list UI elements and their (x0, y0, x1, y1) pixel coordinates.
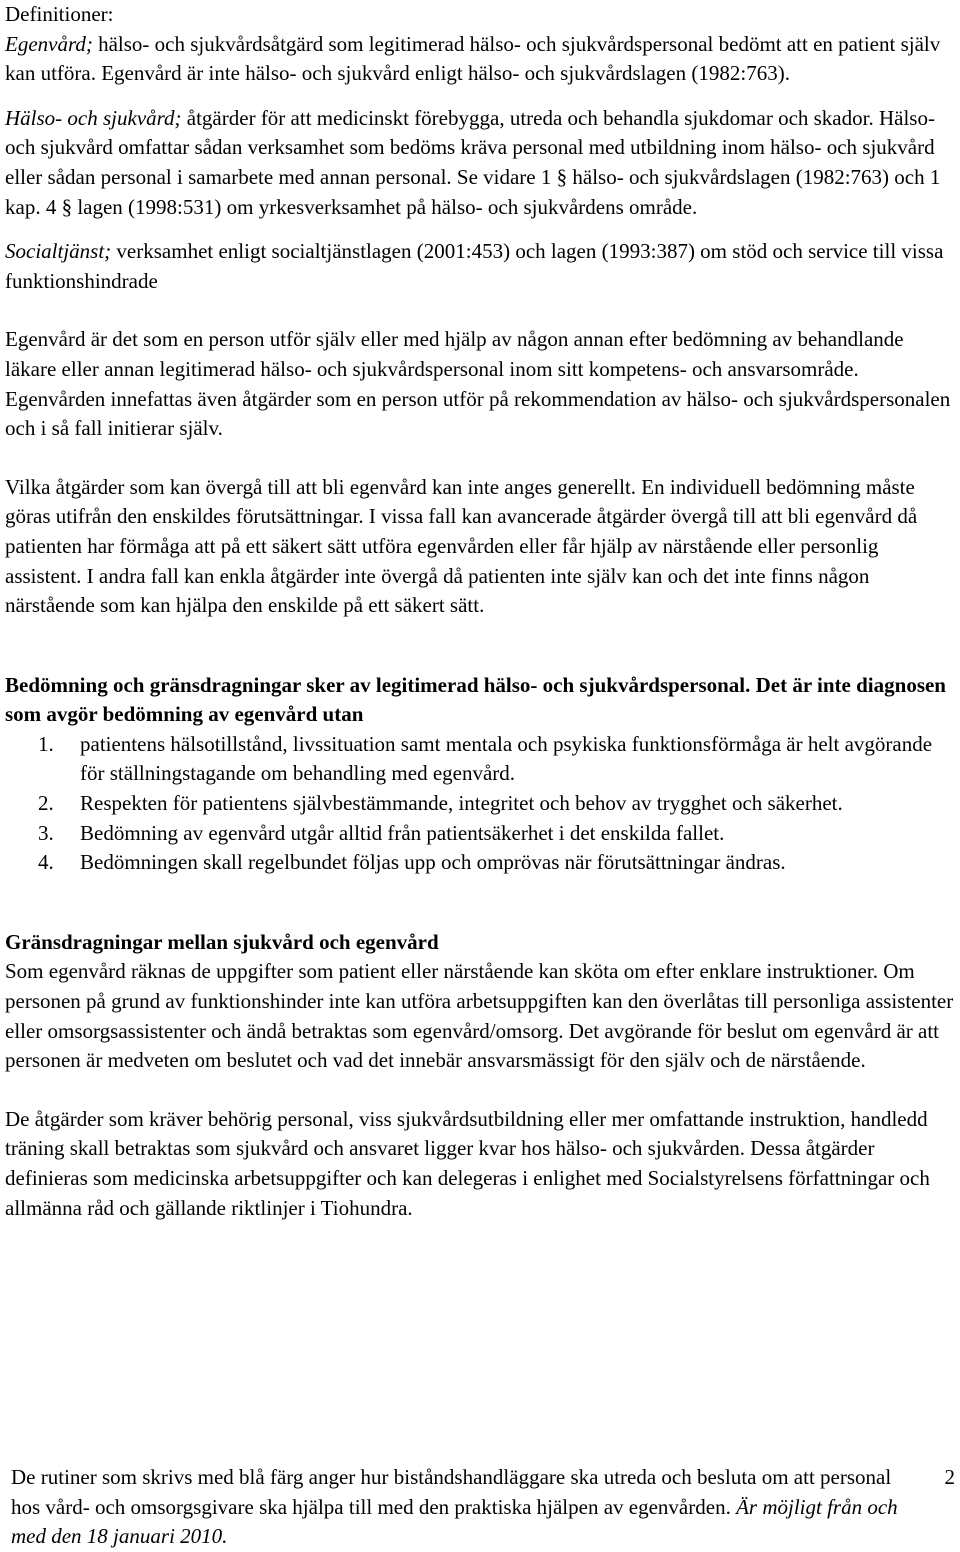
assessment-list (5, 730, 955, 878)
page-number: 2 (944, 1465, 955, 1489)
list-item: 1. patientens hälsotillstånd, livssituation samt mentala och psykiska funktionsförmåga är helt avgörande för ställningstagande om behandling med egenvård. (38, 731, 933, 786)
definition-halso-och-sjukvard (5, 104, 955, 222)
footer-date-note: Är möjligt från och med den 18 januari 2010. (11, 1494, 898, 1549)
document-page (5, 0, 955, 1223)
definition-egenvard-text: hälso- och sjukvårdsåtgärd som legitimerad hälso- och sjukvårdspersonal bedömt att en patient själv kan utföra. Egenvård är inte hälso- och sjukvård enligt hälso- och sjukvårdslagen (1982:763). (5, 31, 941, 86)
list-item: 2. Respekten för patientens självbestämmande, integritet och behov av trygghet och säkerhet. (38, 791, 843, 816)
boundaries-paragraph-2: De åtgärder som kräver behörig personal, viss sjukvårdsutbildning eller mer omfattande instruktion, handledd träning skall betraktas som sjukvård och ansvaret ligger kvar hos hälso- och sjukvården. Dessa åtgärder definieras som medicinska arbetsuppgifter och kan delegeras i enlighet med Socialstyrelsens författningar och allmänna råd och gällande riktlinjer i Tiohundra. (5, 1106, 930, 1220)
term-egenvard: Egenvård; (5, 31, 93, 56)
paragraph-egenvard-description: Egenvård är det som en person utför själv eller med hjälp av någon annan efter bedömning av behandlande läkare eller annan legitimerad hälso- och sjukvårdspersonal inom sitt kompetens- och ansvarsområde. Egenvården innefattas även åtgärder som en person utför på rekommendation av hälso- och sjukvårdspersonalen och i så fall initierar själv. (5, 327, 951, 441)
assessment-heading: Bedömning och gränsdragningar sker av legitimerad hälso- och sjukvårdspersonal. Det är inte diagnosen som avgör bedömning av egenvård utan (5, 672, 946, 727)
definition-egenvard (5, 30, 955, 89)
definition-halso-text: åtgärder för att medicinskt förebygga, utreda och behandla sjukdomar och skador. Hälso- och sjukvård omfattar sådan verksamhet som bedöms kräva personal med utbildning inom hälso- och sjukvård eller sådan personal i samarbete med annan personal. Se vidare 1 § hälso- och sjukvårdslagen (1982:763) och 1 kap. 4 § lagen (1998:531) om yrkesverksamhet på hälso- och sjukvårdens område. (5, 105, 941, 219)
term-halso-och-sjukvard: Hälso- och sjukvård; (5, 105, 182, 130)
definition-socialtjanst-text: verksamhet enligt socialtjänstlagen (2001:453) och lagen (1993:387) om stöd och service till vissa funktionshindrade (5, 239, 944, 293)
term-socialtjanst: Socialtjänst; (5, 239, 112, 264)
definitions-heading: Definitioner: (5, 2, 114, 26)
definition-socialtjanst (5, 237, 955, 296)
list-item: 3. Bedömning av egenvård utgår alltid från patientsäkerhet i det enskilda fallet. (38, 820, 725, 845)
paragraph-egenvard-assessment: Vilka åtgärder som kan övergå till att bli egenvård kan inte anges generellt. En individuell bedömning måste göras utifrån den enskildes förutsättningar. I vissa fall kan avancerade åtgärder övergå till att bli egenvård då patienten har förmåga att på ett säkert sätt utföra egenvården eller får hjälp av närstående eller personlig assistent. I andra fall kan enkla åtgärder inte övergå då patienten inte själv kan och det inte finns någon närstående som kan hjälpa den enskilde på ett säkert sätt. (5, 474, 918, 618)
boundaries-heading: Gränsdragningar mellan sjukvård och egenvård (5, 929, 439, 954)
page-footer (5, 1463, 955, 1552)
list-item: 4. Bedömningen skall regelbundet följas upp och omprövas när förutsättningar ändras. (38, 850, 786, 875)
boundaries-paragraph-1: Som egenvård räknas de uppgifter som patient eller närstående kan sköta om efter enklare instruktioner. Om personen på grund av funktionshinder inte kan utföra arbetsuppgiften kan den överlåtas till personliga assistenter eller omsorgsassistenter och ändå betraktas som egenvård/omsorg. Det avgörande för beslut om egenvård är att personen är medveten om beslutet och vad det innebär ansvarsmässigt för den själv och de närstående. (5, 959, 954, 1073)
footer-text: De rutiner som skrivs med blå färg anger hur biståndshandläggare ska utreda och besluta om att personal hos vård- och omsorgsgivare ska hjälpa till med den praktiska hjälpen av egenvården. Är möjligt från och med den 18 januari 2010. (11, 1465, 898, 1549)
